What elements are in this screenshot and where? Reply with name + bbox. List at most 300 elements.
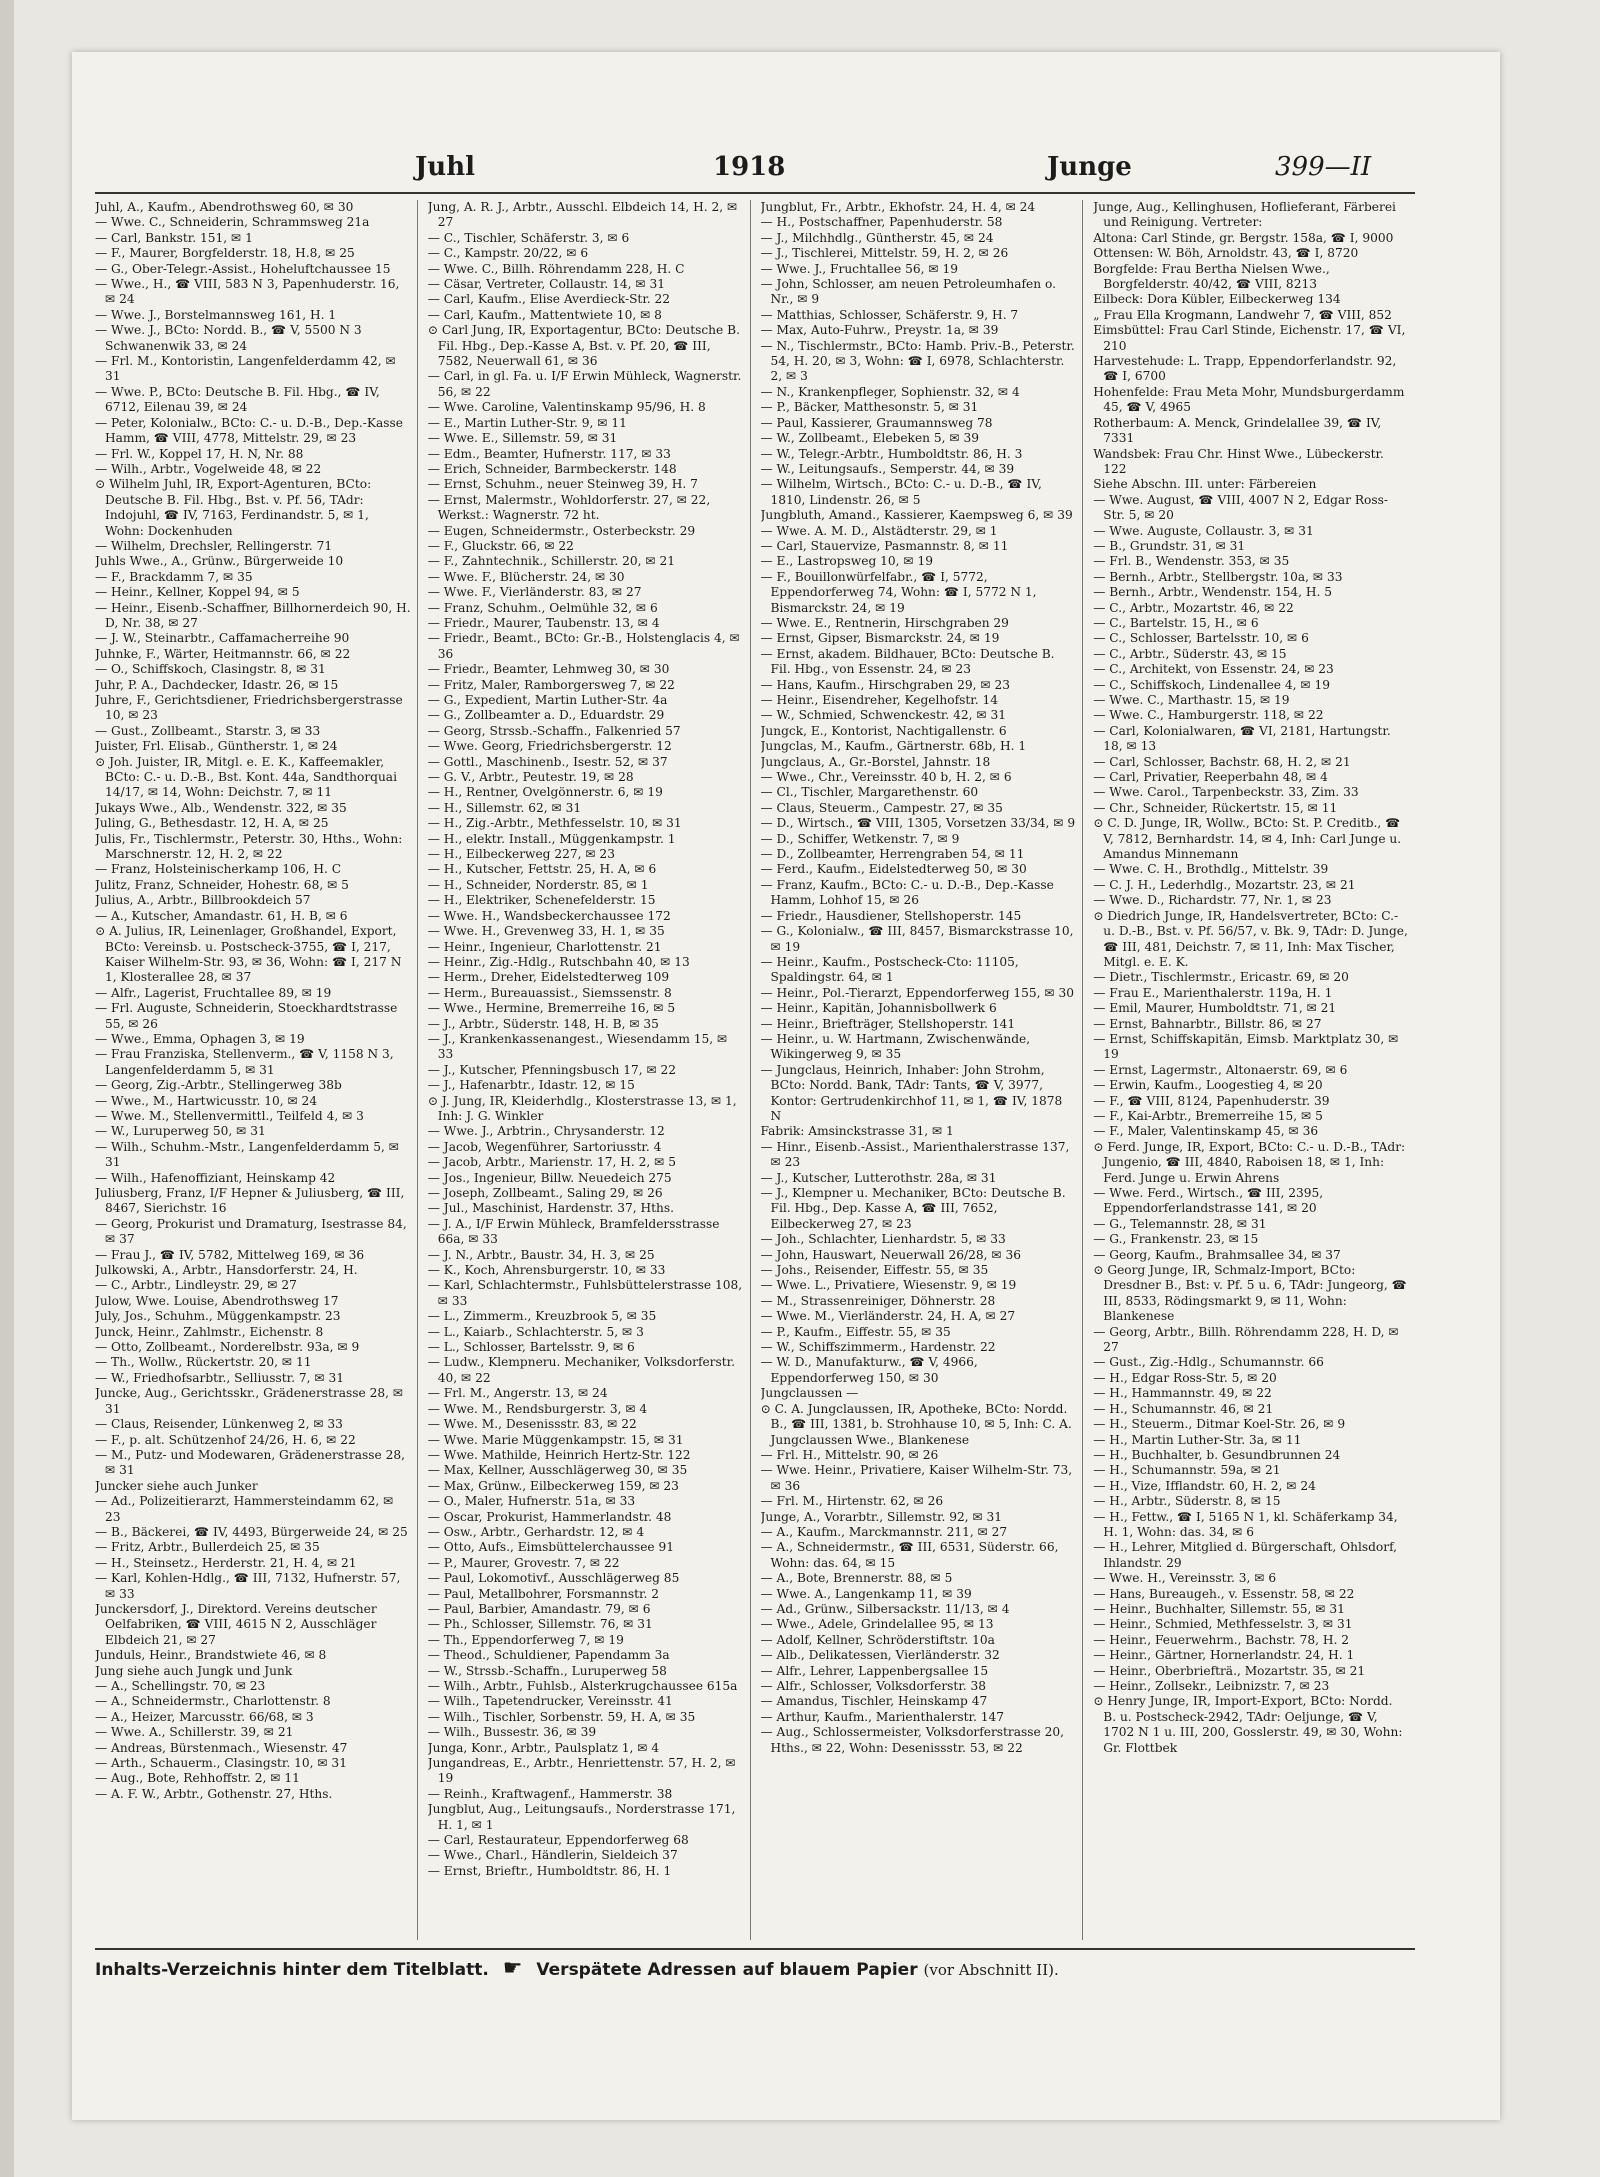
directory-entry: — Alfr., Schlosser, Volksdorferstr. 38	[760, 1679, 987, 1693]
directory-entry: — Georg, Zig.-Arbtr., Stellingerweg 38b	[95, 1078, 342, 1093]
directory-entry: — C., Arbtr., Mozartstr. 46, ✉ 22	[1093, 600, 1294, 615]
directory-entry: — Heinr., Gärtner, Hornerlandstr. 24, H. 1	[1093, 1648, 1355, 1663]
directory-entry: — W., Telegr.-Arbtr., Humboldtstr. 86, H. 3	[760, 446, 1023, 461]
directory-entry: — L., Kaiarb., Schlachterstr. 5, ✉ 3	[427, 1324, 644, 1339]
directory-entry: Juhl, A., Kaufm., Abendrothsweg 60, ✉ 30	[95, 200, 354, 214]
directory-entry: — Fritz, Maler, Ramborgersweg 7, ✉ 22	[427, 677, 675, 692]
directory-entry: — M., Strassenreiniger, Döhnerstr. 28	[760, 1293, 996, 1308]
directory-entry: — Wwe., Charl., Händlerin, Sieldeich 37	[427, 1848, 678, 1863]
directory-entry: — Carl, Kaufm., Mattentwiete 10, ✉ 8	[427, 307, 662, 322]
directory-entry: — E., Lastropsweg 10, ✉ 19	[760, 554, 933, 569]
directory-entry: — Claus, Reisender, Lünkenweg 2, ✉ 33	[95, 1417, 343, 1432]
directory-entry: Junge, Aug., Kellinghusen, Hoflieferant, Färberei und Reinigung. Vertreter:	[1093, 200, 1396, 230]
directory-entry: — Jul., Maschinist, Hardenstr. 37, Hths.	[427, 1201, 675, 1216]
directory-entry: Julow, Wwe. Louise, Abendrothsweg 17	[95, 1293, 339, 1308]
directory-entry: — J. A., I/F Erwin Mühleck, Bramfeldersstrasse 66a, ✉ 33	[427, 1216, 720, 1247]
directory-entry: Julis, Fr., Tischlermstr., Peterstr. 30, Hths., Wohn: Marschnerstr. 12, H. 2, ✉ 22	[95, 831, 403, 862]
directory-entry: — Wilh., Bussestr. 36, ✉ 39	[427, 1725, 597, 1740]
directory-entry: — F., Maurer, Borgfelderstr. 18, H.8, ✉ 25	[95, 246, 355, 261]
directory-entry: — H., Edgar Ross-Str. 5, ✉ 20	[1093, 1370, 1277, 1385]
directory-entry: Jungblut, Aug., Leitungsaufs., Norderstrasse 171, H. 1, ✉ 1	[427, 1802, 736, 1832]
directory-entry: — Frl. M., Kontoristin, Langenfelderdamm 42, ✉ 31	[95, 354, 396, 384]
entries-columns	[95, 200, 1415, 1940]
directory-entry: — Carl, Restaurateur, Eppendorferweg 68	[427, 1833, 689, 1848]
directory-entry: — Friedr., Beamter, Lehmweg 30, ✉ 30	[427, 662, 670, 677]
directory-entry: — H., Steuerm., Ditmar Koel-Str. 26, ✉ 9	[1093, 1417, 1346, 1432]
directory-entry: Jungandreas, E., Arbtr., Henriettenstr. 57, H. 2, ✉ 19	[427, 1756, 736, 1786]
directory-entry: — Cäsar, Vertreter, Collaustr. 14, ✉ 31	[427, 277, 665, 292]
directory-entry: Altona: Carl Stinde, gr. Bergstr. 158a, ☎ I, 9000	[1093, 230, 1394, 245]
directory-entry: — Aug., Bote, Rehhoffstr. 2, ✉ 11	[95, 1771, 300, 1786]
directory-entry: — L., Zimmerm., Kreuzbrook 5, ✉ 35	[427, 1309, 657, 1324]
directory-entry: Siehe Abschn. III. unter: Färbereien	[1093, 477, 1317, 492]
directory-entry: — Ernst, Gipser, Bismarckstr. 24, ✉ 19	[760, 631, 1000, 646]
directory-entry: — O., Maler, Hufnerstr. 51a, ✉ 33	[427, 1494, 636, 1509]
directory-entry: — Jacob, Wegenführer, Sartoriusstr. 4	[427, 1139, 662, 1154]
directory-entry: — Wwe. M., Vierländerstr. 24, H. A, ✉ 27	[760, 1309, 1016, 1324]
directory-entry: — H., Lehrer, Mitglied d. Bürgerschaft, Ohlsdorf, Ihlandstr. 29	[1093, 1540, 1398, 1570]
directory-entry: — P., Maurer, Grovestr. 7, ✉ 22	[427, 1555, 620, 1570]
directory-entry: — Wwe., Emma, Ophagen 3, ✉ 19	[95, 1031, 305, 1046]
directory-entry: — F., Gluckstr. 66, ✉ 22	[427, 538, 574, 553]
directory-entry: — J. W., Steinarbtr., Caffamacherreihe 90	[95, 631, 350, 646]
directory-entry: — D., Schiffer, Wetkenstr. 7, ✉ 9	[760, 831, 960, 846]
directory-entry: — Adolf, Kellner, Schröderstiftstr. 10a	[760, 1632, 995, 1647]
directory-entry: — Ernst, Bahnarbtr., Billstr. 86, ✉ 27	[1093, 1016, 1322, 1031]
directory-entry: — Ernst, Schuhm., neuer Steinweg 39, H. 7	[427, 477, 698, 492]
directory-entry: — Eugen, Schneidermstr., Osterbeckstr. 29	[427, 523, 696, 538]
directory-entry: Junckersdorf, J., Direktord. Vereins deutscher Oelfabriken, ☎ VIII, 4615 N 2, Ausschläger Elbdeich 21, ✉ 27	[95, 1601, 377, 1647]
directory-entry: — J., Hafenarbtr., Idastr. 12, ✉ 15	[427, 1078, 635, 1093]
directory-entry: — W., Schiffszimmerm., Hardenstr. 22	[760, 1340, 996, 1355]
directory-entry: — W. D., Manufakturw., ☎ V, 4966, Eppendorferweg 150, ✉ 30	[760, 1355, 978, 1385]
directory-entry: — F., p. alt. Schützenhof 24/26, H. 6, ✉ 22	[95, 1432, 356, 1447]
directory-entry: — Heinr., Buchhalter, Sillemstr. 55, ✉ 31	[1093, 1601, 1345, 1616]
directory-entry: — H., Sillemstr. 62, ✉ 31	[427, 800, 582, 815]
directory-entry: — H., Martin Luther-Str. 3a, ✉ 11	[1093, 1432, 1302, 1447]
directory-entry: — Heinr., Pol.-Tierarzt, Eppendorferweg 155, ✉ 30	[760, 985, 1074, 1000]
directory-entry: — Edm., Beamter, Hufnerstr. 117, ✉ 33	[427, 446, 671, 461]
directory-entry: — B., Bäckerei, ☎ IV, 4493, Bürgerweide 24, ✉ 25	[95, 1524, 408, 1539]
directory-entry: Junduls, Heinr., Brandstwiete 46, ✉ 8	[95, 1648, 327, 1663]
directory-entry: — H., Kutscher, Fettstr. 25, H. A, ✉ 6	[427, 862, 657, 877]
directory-entry: — C., Tischler, Schäferstr. 3, ✉ 6	[427, 230, 630, 245]
directory-entry: Jungclaussen —	[760, 1386, 859, 1401]
directory-entry: — H., Zig.-Arbtr., Methfesselstr. 10, ✉ 31	[427, 816, 682, 831]
directory-entry: — Wwe. C., Marthastr. 15, ✉ 19	[1093, 693, 1290, 707]
directory-entry: Jungclaus, A., Gr.-Borstel, Jahnstr. 18	[760, 754, 991, 769]
directory-entry: — Chr., Schneider, Rückertstr. 15, ✉ 11	[1093, 800, 1338, 815]
directory-entry: — Herm., Dreher, Eidelstedterweg 109	[427, 970, 670, 985]
directory-entry: Hohenfelde: Frau Meta Mohr, Mundsburgerdamm 45, ☎ V, 4965	[1093, 384, 1405, 415]
directory-entry: Jung, A. R. J., Arbtr., Ausschl. Elbdeich 14, H. 2, ✉ 27	[427, 200, 738, 230]
directory-entry: — A., Schellingstr. 70, ✉ 23	[95, 1679, 266, 1693]
column-4	[1093, 200, 1415, 1940]
directory-entry: — Max, Kellner, Ausschlägerweg 30, ✉ 35	[427, 1463, 688, 1478]
directory-entry: — W., Leitungsaufs., Semperstr. 44, ✉ 39	[760, 461, 1015, 476]
directory-entry: — Otto, Aufs., Eimsbüttelerchaussee 91	[427, 1540, 675, 1555]
directory-entry: — Aug., Schlossermeister, Volksdorferstrasse 20, Hths., ✉ 22, Wohn: Desenissstr. 53, ✉ 22	[760, 1725, 1065, 1755]
directory-entry: — H., Eilbeckerweg 227, ✉ 23	[427, 847, 615, 862]
directory-entry: — H., Elektriker, Schenefelderstr. 15	[427, 893, 656, 908]
directory-entry: — Heinr., Schmied, Methfesselstr. 3, ✉ 31	[1093, 1617, 1353, 1632]
directory-entry: — J., Kutscher, Lutterothstr. 28a, ✉ 31	[760, 1170, 997, 1185]
directory-entry: — Wwe. J., Fruchtallee 56, ✉ 19	[760, 261, 958, 276]
directory-entry: Junck, Heinr., Zahlmstr., Eichenstr. 8	[95, 1324, 324, 1339]
footer-late-addresses-note: Verspätete Adressen auf blauem Papier	[536, 1960, 918, 1980]
directory-entry: — A., Schneidermstr., ☎ III, 6531, Süderstr. 66, Wohn: das. 64, ✉ 15	[760, 1540, 1059, 1570]
directory-entry: ⊙ Carl Jung, IR, Exportagentur, BCto: Deutsche B. Fil. Hbg., Dep.-Kasse A, Bst. v. Pf. 20, ☎ III, 7582, Neuerwall 61, ✉ 36	[427, 323, 740, 369]
directory-entry: — Wwe. H., Vereinsstr. 3, ✉ 6	[1093, 1571, 1277, 1586]
directory-entry: — F., Brackdamm 7, ✉ 35	[95, 569, 253, 584]
directory-entry: — A., Kaufm., Marckmannstr. 211, ✉ 27	[760, 1524, 1008, 1539]
directory-entry: — Wwe., Adele, Grindelallee 95, ✉ 13	[760, 1617, 994, 1632]
directory-entry: — Wwe. Carol., Tarpenbeckstr. 33, Zim. 33	[1093, 785, 1359, 800]
header-last-name: Junge	[1047, 152, 1132, 182]
directory-entry: — Wwe. P., BCto: Deutsche B. Fil. Hbg., ☎ IV, 6712, Eilenau 39, ✉ 24	[95, 384, 380, 415]
directory-entry: — Friedr., Beamt., BCto: Gr.-B., Holstenglacis 4, ✉ 36	[427, 631, 740, 661]
directory-entry: — Ferd., Kaufm., Eidelstedterweg 50, ✉ 30	[760, 862, 1027, 877]
directory-entry: — Wwe. H., Wandsbeckerchaussee 172	[427, 908, 671, 923]
directory-entry: — Wwe., Hermine, Bremerreihe 16, ✉ 5	[427, 1001, 676, 1016]
directory-entry: — Carl, in gl. Fa. u. I/F Erwin Mühleck, Wagnerstr. 56, ✉ 22	[427, 369, 742, 399]
directory-entry: — Erich, Schneider, Barmbeckerstr. 148	[427, 461, 677, 476]
directory-entry: — Paul, Barbier, Amandastr. 79, ✉ 6	[427, 1601, 651, 1616]
directory-entry: — Wilh., Tapetendrucker, Vereinsstr. 41	[427, 1694, 673, 1709]
directory-entry: — Andreas, Bürstenmach., Wiesenstr. 47	[95, 1740, 348, 1755]
directory-entry: — Georg, Kaufm., Brahmsallee 34, ✉ 37	[1093, 1247, 1341, 1262]
directory-entry: — Alb., Delikatessen, Vierländerstr. 32	[760, 1648, 1000, 1663]
directory-entry: Julkowski, A., Arbtr., Hansdorferstr. 24, H.	[95, 1263, 358, 1278]
directory-entry: — Carl, Privatier, Reeperbahn 48, ✉ 4	[1093, 770, 1328, 785]
directory-entry: — C., Bartelstr. 15, H., ✉ 6	[1093, 615, 1259, 630]
directory-entry: — H., elektr. Install., Müggenkampstr. 1	[427, 831, 676, 846]
directory-entry: — H., Schumannstr. 59a, ✉ 21	[1093, 1463, 1281, 1478]
directory-entry: — F., Maler, Valentinskamp 45, ✉ 36	[1093, 1124, 1319, 1139]
directory-entry: — Jacob, Arbtr., Marienstr. 17, H. 2, ✉ 5	[427, 1155, 677, 1170]
directory-entry: — Wwe. J., Borstelmannsweg 161, H. 1	[95, 307, 337, 322]
directory-entry: — Theod., Schuldiener, Papendamm 3a	[427, 1648, 670, 1663]
directory-entry: — Wwe. Auguste, Collaustr. 3, ✉ 31	[1093, 523, 1314, 538]
directory-entry: — Frl. W., Koppel 17, H. N, Nr. 88	[95, 446, 304, 461]
directory-entry: — J., Klempner u. Mechaniker, BCto: Deutsche B. Fil. Hbg., Dep. Kasse A, ☎ III, 7652, Eilbeckerweg 27, ✉ 23	[760, 1186, 1066, 1231]
directory-entry: — Wwe. Marie Müggenkampstr. 15, ✉ 31	[427, 1432, 684, 1447]
directory-entry: — Osw., Arbtr., Gerhardstr. 12, ✉ 4	[427, 1524, 645, 1539]
directory-entry: — H., Arbtr., Süderstr. 8, ✉ 15	[1093, 1494, 1281, 1509]
directory-entry: — Heinr., Kellner, Koppel 94, ✉ 5	[95, 585, 300, 600]
directory-entry: — G., Frankenstr. 23, ✉ 15	[1093, 1232, 1259, 1247]
directory-entry: — Jos., Ingenieur, Billw. Neuedeich 275	[427, 1170, 672, 1185]
directory-entry: Eimsbüttel: Frau Carl Stinde, Eichenstr. 17, ☎ VI, 210	[1093, 323, 1406, 353]
directory-entry: — Wwe. August, ☎ VIII, 4007 N 2, Edgar Ross-Str. 5, ✉ 20	[1093, 492, 1389, 523]
directory-entry: ⊙ Georg Junge, IR, Schmalz-Import, BCto: Dresdner B., Bst: v. Pf. 5 u. 6, TAdr: Jungeorg, ☎ III, 8533, Rödingsmarkt 9, ✉ 11, Wohn: Blankenese	[1093, 1263, 1407, 1324]
directory-entry: — Frl. M., Angerstr. 13, ✉ 24	[427, 1386, 608, 1401]
directory-entry: — B., Grundstr. 31, ✉ 31	[1093, 538, 1246, 553]
directory-entry: — Th., Eppendorferweg 7, ✉ 19	[427, 1632, 624, 1647]
directory-entry: Juncke, Aug., Gerichtsskr., Grädenerstrasse 28, ✉ 31	[95, 1386, 404, 1416]
directory-entry: — Emil, Maurer, Humboldtstr. 71, ✉ 21	[1093, 1001, 1337, 1016]
directory-entry: — F., Bouillonwürfelfabr., ☎ I, 5772, Eppendorferweg 74, Wohn: ☎ I, 5772 N 1, Bismarckstr. 24, ✉ 19	[760, 569, 1037, 615]
directory-entry: — Wwe., Chr., Vereinsstr. 40 b, H. 2, ✉ 6	[760, 770, 1012, 785]
directory-entry: Fabrik: Amsinckstrasse 31, ✉ 1	[760, 1124, 954, 1139]
directory-entry: — Friedr., Maurer, Taubenstr. 13, ✉ 4	[427, 615, 660, 630]
directory-entry: — Wwe. Georg, Friedrichsbergerstr. 12	[427, 739, 672, 754]
directory-entry: — H., Schneider, Norderstr. 85, ✉ 1	[427, 877, 649, 892]
directory-entry: — Wilh., Schuhm.-Mstr., Langenfelderdamm 5, ✉ 31	[95, 1139, 399, 1170]
directory-entry: ⊙ C. A. Jungclaussen, IR, Apotheke, BCto: Nordd. B., ☎ III, 1381, b. Strohhause 10, ✉ 5, Inh: C. A. Jungclaussen Wwe., Blankenese	[760, 1401, 1072, 1447]
directory-entry: — Georg, Arbtr., Billh. Röhrendamm 228, H. D, ✉ 27	[1093, 1324, 1399, 1355]
directory-entry: Rotherbaum: A. Menck, Grindelallee 39, ☎ IV, 7331	[1093, 415, 1382, 446]
directory-entry: — Wwe. J., BCto: Nordd. B., ☎ V, 5500 N 3 Schwanenwik 33, ✉ 24	[95, 323, 362, 353]
directory-entry: — Heinr., Eisendreher, Kegelhofstr. 14	[760, 693, 998, 707]
directory-entry: — Carl, Schlosser, Bachstr. 68, H. 2, ✉ 21	[1093, 754, 1351, 769]
directory-entry: — Alfr., Lagerist, Fruchtallee 89, ✉ 19	[95, 985, 332, 1000]
directory-entry: — Frau J., ☎ IV, 5782, Mittelweg 169, ✉ 36	[95, 1247, 365, 1262]
directory-entry: — A., Heizer, Marcusstr. 66/68, ✉ 3	[95, 1709, 314, 1724]
directory-entry: — Claus, Steuerm., Campestr. 27, ✉ 35	[760, 800, 1003, 815]
directory-entry: — John, Hauswart, Neuerwall 26/28, ✉ 36	[760, 1247, 1021, 1262]
directory-entry: — Karl, Kohlen-Hdlg., ☎ III, 7132, Hufnerstr. 57, ✉ 33	[95, 1571, 401, 1601]
directory-entry: — Oscar, Prokurist, Hammerlandstr. 48	[427, 1509, 672, 1524]
directory-entry: — J., Kutscher, Pfenningsbusch 17, ✉ 22	[427, 1062, 677, 1077]
directory-entry: — Gust., Zollbeamt., Starstr. 3, ✉ 33	[95, 723, 321, 738]
footer-index-note: Inhalts-Verzeichnis hinter dem Titelblatt.	[95, 1960, 489, 1980]
directory-entry: — Wilh., Arbtr., Fuhlsb., Alsterkrugchaussee 615a	[427, 1679, 738, 1693]
directory-entry: — J., Krankenkassenangest., Wiesendamm 15, ✉ 33	[427, 1031, 728, 1062]
directory-entry: — Wwe. D., Richardstr. 77, Nr. 1, ✉ 23	[1093, 893, 1332, 908]
directory-entry: — Wwe. A., Langenkamp 11, ✉ 39	[760, 1586, 972, 1601]
directory-entry: — C., Schiffskoch, Lindenallee 4, ✉ 19	[1093, 677, 1330, 692]
directory-entry: — L., Schlosser, Bartelsstr. 9, ✉ 6	[427, 1340, 635, 1355]
directory-entry: — Wwe. C., Billh. Röhrendamm 228, H. C	[427, 261, 685, 276]
directory-entry: — J., Milchhdlg., Güntherstr. 45, ✉ 24	[760, 230, 994, 245]
column-1	[95, 200, 418, 1940]
directory-entry: ⊙ Diedrich Junge, IR, Handelsvertreter, BCto: C.- u. D.-B., Bst. v. Pf. 56/57, v. Bk. 9, TAdr: D. Junge, ☎ III, 481, Deichstr. 7, ✉ 11, Inh: Max Tischer, Mitgl. e. E. K.	[1093, 908, 1408, 969]
directory-entry: — F., Kai-Arbtr., Bremerreihe 15, ✉ 5	[1093, 1108, 1323, 1123]
directory-entry: — Franz, Kaufm., BCto: C.- u. D.-B., Dep.-Kasse Hamm, Lohhof 15, ✉ 26	[760, 877, 1054, 908]
directory-entry: — F., ☎ VIII, 8124, Papenhuderstr. 39	[1093, 1093, 1330, 1108]
directory-entry: — A., Kutscher, Amandastr. 61, H. B, ✉ 6	[95, 908, 348, 923]
directory-entry: — Wilhelm, Wirtsch., BCto: C.- u. D.-B., ☎ IV, 1810, Lindenstr. 26, ✉ 5	[760, 477, 1042, 507]
header-page-number: 399—II	[1275, 152, 1372, 182]
directory-entry: — Joseph, Zollbeamt., Saling 29, ✉ 26	[427, 1186, 663, 1200]
directory-entry: — Th., Wollw., Rückertstr. 20, ✉ 11	[95, 1355, 312, 1370]
directory-entry: — Carl, Stauervize, Pasmannstr. 8, ✉ 11	[760, 538, 1009, 553]
directory-entry: Jungck, E., Kontorist, Nachtigallenstr. 6	[760, 723, 1007, 738]
directory-entry: — Wwe. E., Sillemstr. 59, ✉ 31	[427, 431, 618, 446]
directory-entry: — Wilh., Hafenoffiziant, Heinskamp 42	[95, 1170, 336, 1185]
directory-entry: — Reinh., Kraftwagenf., Hammerstr. 38	[427, 1786, 673, 1801]
page-header	[95, 152, 1415, 192]
directory-entry: — Bernh., Arbtr., Stellbergstr. 10a, ✉ 33	[1093, 569, 1343, 584]
directory-entry: — C., Architekt, von Essenstr. 24, ✉ 23	[1093, 662, 1334, 677]
directory-entry: — G., Ober-Telegr.-Assist., Hoheluftchaussee 15	[95, 261, 391, 276]
directory-entry: Jukays Wwe., Alb., Wendenstr. 322, ✉ 35	[95, 800, 347, 815]
directory-entry: — Frl. M., Hirtenstr. 62, ✉ 26	[760, 1494, 944, 1509]
directory-entry: — John, Schlosser, am neuen Petroleumhafen o. Nr., ✉ 9	[760, 277, 1056, 307]
directory-entry: Juhr, P. A., Dachdecker, Idastr. 26, ✉ 15	[95, 677, 339, 692]
directory-entry: — Wwe. C. H., Brothdlg., Mittelstr. 39	[1093, 862, 1329, 877]
header-first-name: Juhl	[415, 152, 475, 182]
directory-entry: — Hans, Bureaugeh., v. Essenstr. 58, ✉ 22	[1093, 1586, 1355, 1601]
directory-entry: — Matthias, Schlosser, Schäferstr. 9, H. 7	[760, 307, 1019, 322]
directory-entry: — N., Krankenpfleger, Sophienstr. 32, ✉ 4	[760, 384, 1020, 399]
directory-entry: — H., Rentner, Ovelgönnerstr. 6, ✉ 19	[427, 785, 663, 800]
directory-entry: — G. V., Arbtr., Peutestr. 19, ✉ 28	[427, 770, 634, 785]
directory-entry: — Peter, Kolonialw., BCto: C.- u. D.-B., Dep.-Kasse Hamm, ☎ VIII, 4778, Mittelstr. 29, ✉ 23	[95, 415, 403, 446]
directory-entry: — G., Zollbeamter a. D., Eduardstr. 29	[427, 708, 665, 723]
directory-entry: „ Frau Ella Krogmann, Landwehr 7, ☎ VIII, 852	[1093, 307, 1392, 322]
directory-entry: ⊙ Ferd. Junge, IR, Export, BCto: C.- u. D.-B., TAdr: Jungenio, ☎ III, 4840, Raboisen 18, ✉ 1, Inh: Ferd. Junge u. Erwin Ahrens	[1093, 1139, 1406, 1185]
directory-entry: Julius, A., Arbtr., Billbrookdeich 57	[95, 893, 311, 908]
directory-entry: — Max, Grünw., Eilbeckerweg 159, ✉ 23	[427, 1478, 679, 1493]
directory-entry: — Wwe. H., Grevenweg 33, H. 1, ✉ 35	[427, 924, 665, 939]
directory-entry: — Heinr., Zollsekr., Leibnizstr. 7, ✉ 23	[1093, 1679, 1330, 1693]
directory-entry: Jung siehe auch Jungk und Junk	[95, 1663, 293, 1678]
page-footer	[95, 1948, 1415, 1990]
directory-entry: — G., Expedient, Martin Luther-Str. 4a	[427, 693, 668, 707]
directory-entry: — C., Schlosser, Bartelsstr. 10, ✉ 6	[1093, 631, 1309, 646]
header-rule	[95, 192, 1415, 194]
directory-entry: — Wwe. J., Arbtrin., Chrysanderstr. 12	[427, 1124, 665, 1139]
directory-entry: — Wwe. M., Stellenvermittl., Teilfeld 4, ✉ 3	[95, 1108, 364, 1123]
directory-entry: Junge, A., Vorarbtr., Sillemstr. 92, ✉ 31	[760, 1509, 1003, 1524]
directory-entry: — G., Kolonialw., ☎ III, 8457, Bismarckstrasse 10, ✉ 19	[760, 924, 1074, 954]
directory-entry: — Wilhelm, Drechsler, Rellingerstr. 71	[95, 538, 333, 553]
directory-entry: Julitz, Franz, Schneider, Hohestr. 68, ✉ 5	[95, 877, 349, 892]
directory-entry: — A. F. W., Arbtr., Gothenstr. 27, Hths.	[95, 1786, 333, 1801]
directory-entry: — Georg, Prokurist und Dramaturg, Isestrasse 84, ✉ 37	[95, 1216, 407, 1247]
directory-entry: — Wwe. M., Desenissstr. 83, ✉ 22	[427, 1417, 637, 1432]
directory-entry: — E., Martin Luther-Str. 9, ✉ 11	[427, 415, 627, 430]
directory-entry: — Ernst, Malermstr., Wohldorferstr. 27, ✉ 22, Werkst.: Wagnerstr. 72 ht.	[427, 492, 711, 523]
directory-entry: — Heinr., Kaufm., Postscheck-Cto: 11105, Spaldingstr. 64, ✉ 1	[760, 954, 1019, 985]
directory-entry: — W., Luruperweg 50, ✉ 31	[95, 1124, 266, 1139]
directory-entry: — P., Kaufm., Eiffestr. 55, ✉ 35	[760, 1324, 951, 1339]
directory-entry: — Hans, Kaufm., Hirschgraben 29, ✉ 23	[760, 677, 1010, 692]
directory-entry: — Bernh., Arbtr., Wendenstr. 154, H. 5	[1093, 585, 1333, 600]
directory-entry: Juhnke, F., Wärter, Heitmannstr. 66, ✉ 22	[95, 646, 351, 661]
directory-entry: — Wwe. Caroline, Valentinskamp 95/96, H. 8	[427, 400, 706, 415]
directory-entry: — Fritz, Arbtr., Bullerdeich 25, ✉ 35	[95, 1540, 320, 1555]
directory-entry: — H., Fettw., ☎ I, 5165 N 1, kl. Schäferkamp 34, H. 1, Wohn: das. 34, ✉ 6	[1093, 1509, 1398, 1539]
directory-entry: — Otto, Zollbeamt., Norderelbstr. 93a, ✉ 9	[95, 1340, 360, 1355]
directory-entry: — Ernst, Schiffskapitän, Eimsb. Marktplatz 30, ✉ 19	[1093, 1031, 1399, 1062]
directory-entry: Ottensen: W. Böh, Arnoldstr. 43, ☎ I, 8720	[1093, 246, 1359, 261]
directory-entry: Juliusberg, Franz, I/F Hepner & Juliusberg, ☎ III, 8467, Sierichstr. 16	[95, 1186, 405, 1216]
directory-entry: — Wwe. A. M. D., Alstädterstr. 29, ✉ 1	[760, 523, 998, 538]
directory-entry: — H., Postschaffner, Papenhuderstr. 58	[760, 215, 1003, 230]
directory-entry: ⊙ Wilhelm Juhl, IR, Export-Agenturen, BCto: Deutsche B. Fil. Hbg., Bst. v. Pf. 56, TAdr: Indojuhl, ☎ IV, 7163, Ferdinandstr. 5, ✉ 1, Wohn: Dockenhuden	[95, 477, 372, 538]
directory-entry: — Carl, Bankstr. 151, ✉ 1	[95, 230, 253, 245]
directory-entry: — H., Buchhalter, b. Gesundbrunnen 24	[1093, 1447, 1341, 1462]
directory-entry: — Franz, Holsteinischerkamp 106, H. C	[95, 862, 342, 877]
directory-entry: — Frl. B., Wendenstr. 353, ✉ 35	[1093, 554, 1290, 569]
directory-entry: — J. N., Arbtr., Baustr. 34, H. 3, ✉ 25	[427, 1247, 655, 1262]
directory-entry: — Erwin, Kaufm., Loogestieg 4, ✉ 20	[1093, 1078, 1323, 1093]
directory-entry: — Frl. Auguste, Schneiderin, Stoeckhardtstrasse 55, ✉ 26	[95, 1001, 398, 1031]
directory-entry: — Dietr., Tischlermstr., Ericastr. 69, ✉ 20	[1093, 970, 1349, 985]
directory-entry: — Johs., Reisender, Eiffestr. 55, ✉ 35	[760, 1263, 989, 1278]
directory-entry: — D., Zollbeamter, Herrengraben 54, ✉ 11	[760, 847, 1025, 862]
directory-entry: — W., Zollbeamt., Elebeken 5, ✉ 39	[760, 431, 979, 446]
directory-entry: ⊙ Joh. Juister, IR, Mitgl. e. E. K., Kaffeemakler, BCto: C.- u. D.-B., Bst. Kont. 44a, Sandthorquai 14/17, ✉ 14, Wohn: Deichstr. 7, ✉ 11	[95, 754, 397, 800]
directory-entry: — Ernst, akadem. Bildhauer, BCto: Deutsche B. Fil. Hbg., von Essenstr. 24, ✉ 23	[760, 646, 1055, 677]
directory-entry: Borgfelde: Frau Bertha Nielsen Wwe., Borgfelderstr. 40/42, ☎ VIII, 8213	[1093, 261, 1330, 292]
directory-entry: — C., Arbtr., Lindleystr. 29, ✉ 27	[95, 1278, 297, 1293]
directory-entry: — Joh., Schlachter, Lienhardstr. 5, ✉ 33	[760, 1232, 1006, 1247]
directory-entry: Juling, G., Bethesdastr. 12, H. A, ✉ 25	[95, 816, 329, 831]
directory-entry: — Heinr., Feuerwehrm., Bachstr. 78, H. 2	[1093, 1632, 1350, 1647]
directory-entry: — Wwe. L., Privatiere, Wiesenstr. 9, ✉ 19	[760, 1278, 1017, 1293]
directory-entry: — H., Steinsetz., Herderstr. 21, H. 4, ✉ 21	[95, 1555, 357, 1570]
directory-entry: — Frau E., Marienthalerstr. 119a, H. 1	[1093, 985, 1333, 1000]
directory-entry: — Carl, Kolonialwaren, ☎ VI, 2181, Hartungstr. 18, ✉ 13	[1093, 723, 1391, 754]
directory-entry: — Wwe. C., Hamburgerstr. 118, ✉ 22	[1093, 708, 1324, 723]
directory-entry: — J., Arbtr., Süderstr. 148, H. B, ✉ 35	[427, 1016, 659, 1031]
directory-entry: — Arthur, Kaufm., Marienthalerstr. 147	[760, 1709, 1005, 1724]
directory-entry: — Heinr., u. W. Hartmann, Zwischenwände, Wikingerweg 9, ✉ 35	[760, 1031, 1031, 1062]
directory-entry: — Amandus, Tischler, Heinskamp 47	[760, 1694, 988, 1709]
directory-entry: ⊙ Henry Junge, IR, Import-Export, BCto: Nordd. B. u. Postscheck-2942, TAdr: Oeljunge, ☎ V, 1702 N 1 u. III, 200, Gosslerstr. 49, ✉ 30, Wohn: Gr. Flottbek	[1093, 1694, 1403, 1755]
directory-entry: — Gottl., Maschinenb., Isestr. 52, ✉ 37	[427, 754, 668, 769]
directory-entry: Harvestehude: L. Trapp, Eppendorferlandstr. 92, ☎ I, 6700	[1093, 354, 1397, 384]
directory-entry: — H., Vize, Ifflandstr. 60, H. 2, ✉ 24	[1093, 1478, 1316, 1493]
directory-entry: Eilbeck: Dora Kübler, Eilbeckerweg 134	[1093, 292, 1341, 307]
directory-entry: — F., Zahntechnik., Schillerstr. 20, ✉ 21	[427, 554, 675, 569]
directory-entry: — Wwe. Ferd., Wirtsch., ☎ III, 2395, Eppendorferlandstrasse 141, ✉ 20	[1093, 1186, 1324, 1216]
directory-entry: — Cl., Tischler, Margarethenstr. 60	[760, 785, 979, 800]
directory-entry: — Arth., Schauerm., Clasingstr. 10, ✉ 31	[95, 1756, 347, 1771]
directory-entry: ⊙ A. Julius, IR, Leinenlager, Großhandel, Export, BCto: Vereinsb. u. Postscheck-3755, ☎ I, 217, Kaiser Wilhelm-Str. 93, ✉ 36, Wohn: ☎ I, 217 N 1, Klosterallee 28, ✉ 37	[95, 924, 402, 985]
directory-entry: — C., Arbtr., Süderstr. 43, ✉ 15	[1093, 646, 1287, 661]
directory-entry: — Frl. H., Mittelstr. 90, ✉ 26	[760, 1447, 939, 1462]
directory-entry: — Wwe. Heinr., Privatiere, Kaiser Wilhelm-Str. 73, ✉ 36	[760, 1463, 1073, 1493]
directory-entry: — Paul, Metallbohrer, Forsmannstr. 2	[427, 1586, 660, 1601]
directory-entry: Jungbluth, Amand., Kassierer, Kaempsweg 6, ✉ 39	[760, 508, 1073, 523]
directory-entry: — Wwe. F., Vierländerstr. 83, ✉ 27	[427, 585, 642, 600]
directory-entry: — Carl, Kaufm., Elise Averdieck-Str. 22	[427, 292, 671, 307]
directory-entry: — Franz, Schuhm., Oelmühle 32, ✉ 6	[427, 600, 658, 615]
directory-entry: — M., Putz- und Modewaren, Grädenerstrasse 28, ✉ 31	[95, 1447, 406, 1478]
directory-entry: — Wilh., Arbtr., Vogelweide 48, ✉ 22	[95, 461, 322, 476]
directory-entry: — C., Kampstr. 20/22, ✉ 6	[427, 246, 589, 261]
directory-entry: — Ph., Schlosser, Sillemstr. 76, ✉ 31	[427, 1617, 653, 1632]
directory-entry: Jungclas, M., Kaufm., Gärtnerstr. 68b, H. 1	[760, 739, 1027, 754]
directory-entry: — Georg, Strssb.-Schaffn., Falkenried 57	[427, 723, 681, 738]
header-year: 1918	[713, 152, 786, 182]
directory-entry: — Gust., Zig.-Hdlg., Schumannstr. 66	[1093, 1355, 1324, 1370]
directory-entry: ⊙ J. Jung, IR, Kleiderhdlg., Klosterstrasse 13, ✉ 1, Inh: J. G. Winkler	[427, 1093, 737, 1123]
directory-entry: — Heinr., Kapitän, Johannisbollwerk 6	[760, 1001, 997, 1016]
directory-entry: — D., Wirtsch., ☎ VIII, 1305, Vorsetzen 33/34, ✉ 9	[760, 816, 1076, 831]
directory-entry: — Wwe., M., Hartwicusstr. 10, ✉ 24	[95, 1093, 318, 1108]
directory-entry: — Heinr., Ingenieur, Charlottenstr. 21	[427, 939, 662, 954]
directory-entry: — Wwe., H., ☎ VIII, 583 N 3, Papenhuderstr. 16, ✉ 24	[95, 277, 400, 307]
directory-entry: — Herm., Bureauassist., Siemssenstr. 8	[427, 985, 672, 1000]
directory-entry: — Frau Franziska, Stellenverm., ☎ V, 1158 N 3, Langenfelderdamm 5, ✉ 31	[95, 1047, 394, 1077]
directory-entry: — Ludw., Klempneru. Mechaniker, Volksdorferstr. 40, ✉ 22	[427, 1355, 736, 1385]
directory-entry: Juncker siehe auch Junker	[95, 1478, 258, 1493]
directory-entry: — C. J. H., Lederhdlg., Mozartstr. 23, ✉ 21	[1093, 877, 1356, 892]
directory-entry: — H., Hammannstr. 49, ✉ 22	[1093, 1386, 1272, 1401]
directory-entry: — Wwe. C., Schneiderin, Schrammsweg 21a	[95, 215, 370, 230]
directory-entry: Jungblut, Fr., Arbtr., Ekhofstr. 24, H. 4, ✉ 24	[760, 200, 1036, 214]
directory-entry: — A., Schneidermstr., Charlottenstr. 8	[95, 1694, 331, 1709]
book-binding-edge	[0, 0, 14, 2177]
directory-entry: — Ernst, Brieftr., Humboldtstr. 86, H. 1	[427, 1863, 672, 1878]
column-3	[761, 200, 1084, 1940]
